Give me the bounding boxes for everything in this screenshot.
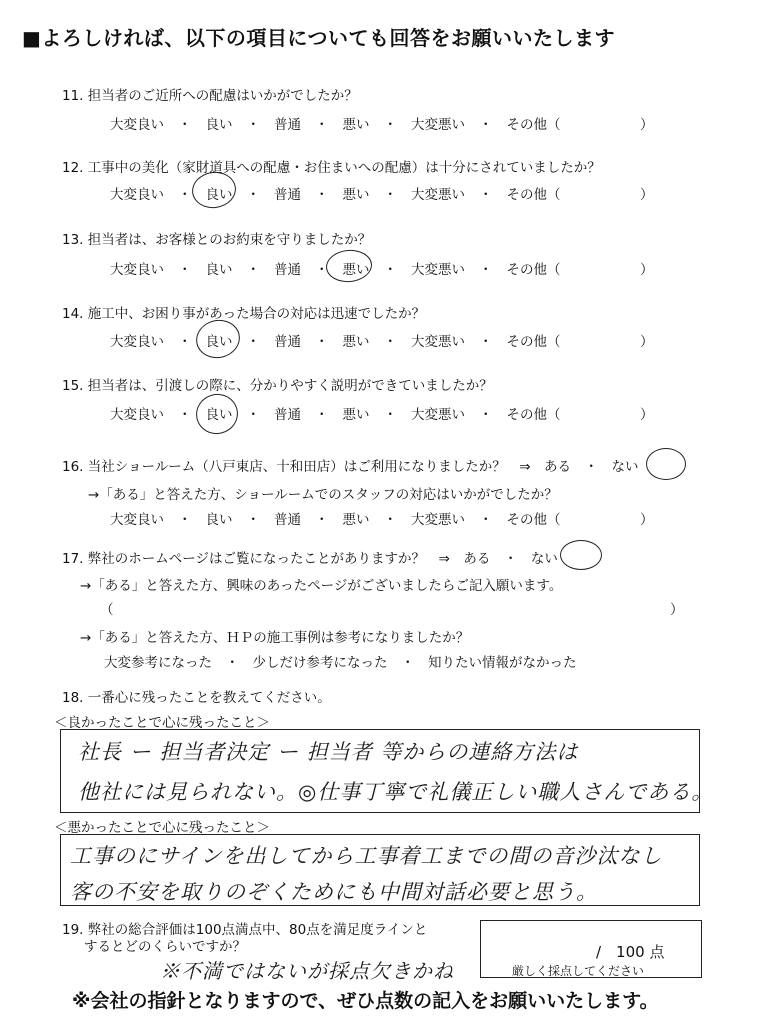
option-bad[interactable]: 悪い [342, 334, 370, 350]
option-normal[interactable]: 普通 [274, 512, 301, 528]
option-normal[interactable]: 普通 [274, 334, 301, 350]
score-handwritten-note: ※不満ではないが採点欠きかね [160, 959, 454, 983]
option-very-good[interactable]: 大変良い [110, 407, 164, 423]
footer-note: ※会社の指針となりますので、ぜひ点数の記入をお願いいたします。 [72, 990, 659, 1012]
answer-circle-bad [325, 248, 374, 284]
question-text: 一番心に残ったことを教えてください。 [87, 690, 331, 706]
option-normal[interactable]: 普通 [274, 407, 301, 423]
answer-circle-good [192, 390, 242, 439]
rating-options-16: 大変良い ・ 良い ・ 普通 ・ 悪い ・ 大変悪い ・ その他（ [110, 508, 561, 528]
question-number: 17. [62, 551, 84, 567]
option-normal[interactable]: 普通 [274, 262, 301, 278]
hp-options[interactable]: 大変参考になった ・ 少しだけ参考になった ・ 知りたい情報がなかった [104, 655, 577, 671]
option-good[interactable]: 良い [205, 262, 233, 278]
option-very-bad[interactable]: 大変悪い [411, 407, 465, 423]
option-good[interactable]: 良い [205, 117, 233, 133]
paren-close: ） [640, 117, 654, 133]
option-bad[interactable]: 悪い [342, 187, 370, 203]
followup-17-b: →「ある」と答えた方、ＨＰの施工事例は参考になりましたか？ [80, 630, 470, 646]
question-text: 担当者のご近所への配慮はいかがでしたか？ [87, 88, 358, 104]
option-very-good[interactable]: 大変良い [110, 512, 164, 528]
question-number: 19. [62, 922, 84, 938]
question-number: 13. [62, 232, 84, 248]
option-very-good[interactable]: 大変良い [110, 262, 164, 278]
answer-circle-good [193, 316, 244, 362]
answer-circle-nai [560, 540, 602, 570]
paren-close: ） [670, 602, 684, 618]
option-other[interactable]: その他（ [506, 407, 561, 423]
rating-options-11: 大変良い ・ 良い ・ 普通 ・ 悪い ・ 大変悪い ・ その他（ [110, 113, 561, 133]
option-normal[interactable]: 普通 [274, 117, 301, 133]
option-other[interactable]: その他（ [506, 512, 561, 528]
option-bad[interactable]: 悪い [342, 407, 370, 423]
rating-options-15: 大変良い ・ 良い ・ 普通 ・ 悪い ・ 大変悪い ・ その他（ [110, 403, 561, 423]
rating-options-14: 大変良い ・ 良い ・ 普通 ・ 悪い ・ 大変悪い ・ その他（ [110, 330, 561, 350]
option-very-bad[interactable]: 大変悪い [411, 117, 465, 133]
option-very-good[interactable]: 大変良い [110, 187, 164, 203]
bad-answer-line-2: 客の不安を取りのぞくためにも中間対話必要と思う。 [70, 880, 598, 904]
paren-open: （ [100, 602, 114, 618]
option-other[interactable]: その他（ [506, 262, 561, 278]
option-normal[interactable]: 普通 [274, 187, 301, 203]
option-bad[interactable]: 悪い [342, 512, 370, 528]
option-good[interactable]: 良い [205, 407, 233, 423]
paren-close: ） [640, 512, 654, 528]
paren-close: ） [640, 334, 654, 350]
question-text: 担当者は、お客様とのお約束を守りましたか？ [87, 232, 372, 248]
option-other[interactable]: その他（ [506, 334, 561, 350]
option-very-bad[interactable]: 大変悪い [411, 262, 465, 278]
page-title: ■よろしければ、以下の項目についても回答をお願いいたします [22, 26, 615, 50]
option-good[interactable]: 良い [205, 187, 233, 203]
question-11 [62, 84, 358, 104]
question-text: 担当者は、引渡しの際に、分かりやすく説明ができていましたか？ [87, 378, 493, 394]
question-number: 14. [62, 306, 84, 322]
good-answer-line-2: 他社には見られない。◎仕事丁寧で礼儀正しい職人さんである。 [78, 780, 714, 804]
question-text: 工事中の美化（家財道具への配慮・お住まいへの配慮）は十分にされていましたか？ [87, 160, 601, 176]
option-very-good[interactable]: 大変良い [110, 334, 164, 350]
question-18 [62, 686, 331, 706]
option-bad[interactable]: 悪い [342, 262, 370, 278]
question-text: 弊社の総合評価は100点満点中、80点を満足度ラインと [87, 922, 428, 938]
option-other[interactable]: その他（ [506, 117, 561, 133]
question-text: 当社ショールーム（八戸東店、十和田店）はご利用になりましたか？ ⇒ ある ・ ない [87, 459, 639, 475]
paren-close: ） [640, 407, 654, 423]
option-good[interactable]: 良い [205, 512, 233, 528]
question-16 [62, 455, 639, 475]
question-number: 16. [62, 459, 84, 475]
question-number: 15. [62, 378, 84, 394]
question-text: 弊社のホームページはご覧になったことがありますか？ ⇒ ある ・ ない [87, 551, 558, 567]
followup-17-a: →「ある」と答えた方、興味のあったページがございましたらご記入願います。 [80, 578, 563, 594]
option-very-bad[interactable]: 大変悪い [411, 512, 465, 528]
option-very-bad[interactable]: 大変悪い [411, 187, 465, 203]
option-very-good[interactable]: 大変良い [110, 117, 164, 133]
score-suffix: / 100 点 [596, 943, 665, 961]
option-other[interactable]: その他（ [506, 187, 561, 203]
option-very-bad[interactable]: 大変悪い [411, 334, 465, 350]
followup-16: →「ある」と答えた方、ショールームでのスタッフの対応はいかがでしたか？ [88, 487, 558, 503]
option-bad[interactable]: 悪い [342, 117, 370, 133]
option-good[interactable]: 良い [205, 334, 233, 350]
good-label: ＜良かったことで心に残ったこと＞ [54, 715, 270, 731]
question-text: 施工中、お困り事があった場合の対応は迅速でしたか？ [87, 306, 426, 322]
question-number: 11. [62, 88, 84, 104]
question-13 [62, 228, 371, 248]
answer-circle-nai [646, 448, 686, 480]
question-19-cont: するとどのくらいですか？ [84, 939, 246, 955]
question-number: 12. [62, 160, 84, 176]
paren-close: ） [640, 262, 654, 278]
question-14 [62, 302, 425, 322]
question-15 [62, 374, 493, 394]
rating-options-12: 大変良い ・ 良い ・ 普通 ・ 悪い ・ 大変悪い ・ その他（ [110, 183, 561, 203]
bad-label: ＜悪かったことで心に残ったこと＞ [54, 820, 270, 836]
question-17 [62, 547, 558, 567]
paren-close: ） [640, 187, 654, 203]
good-answer-line-1: 社長 ー 担当者決定 ー 担当者 等からの連絡方法は [78, 740, 579, 764]
rating-options-13: 大変良い ・ 良い ・ 普通 ・ 悪い ・ 大変悪い ・ その他（ [110, 258, 561, 278]
bad-answer-line-1: 工事のにサインを出してから工事着工までの間の音沙汰なし [70, 844, 663, 868]
question-12 [62, 156, 601, 176]
question-number: 18. [62, 690, 84, 706]
score-note: 厳しく採点してください [512, 964, 645, 978]
